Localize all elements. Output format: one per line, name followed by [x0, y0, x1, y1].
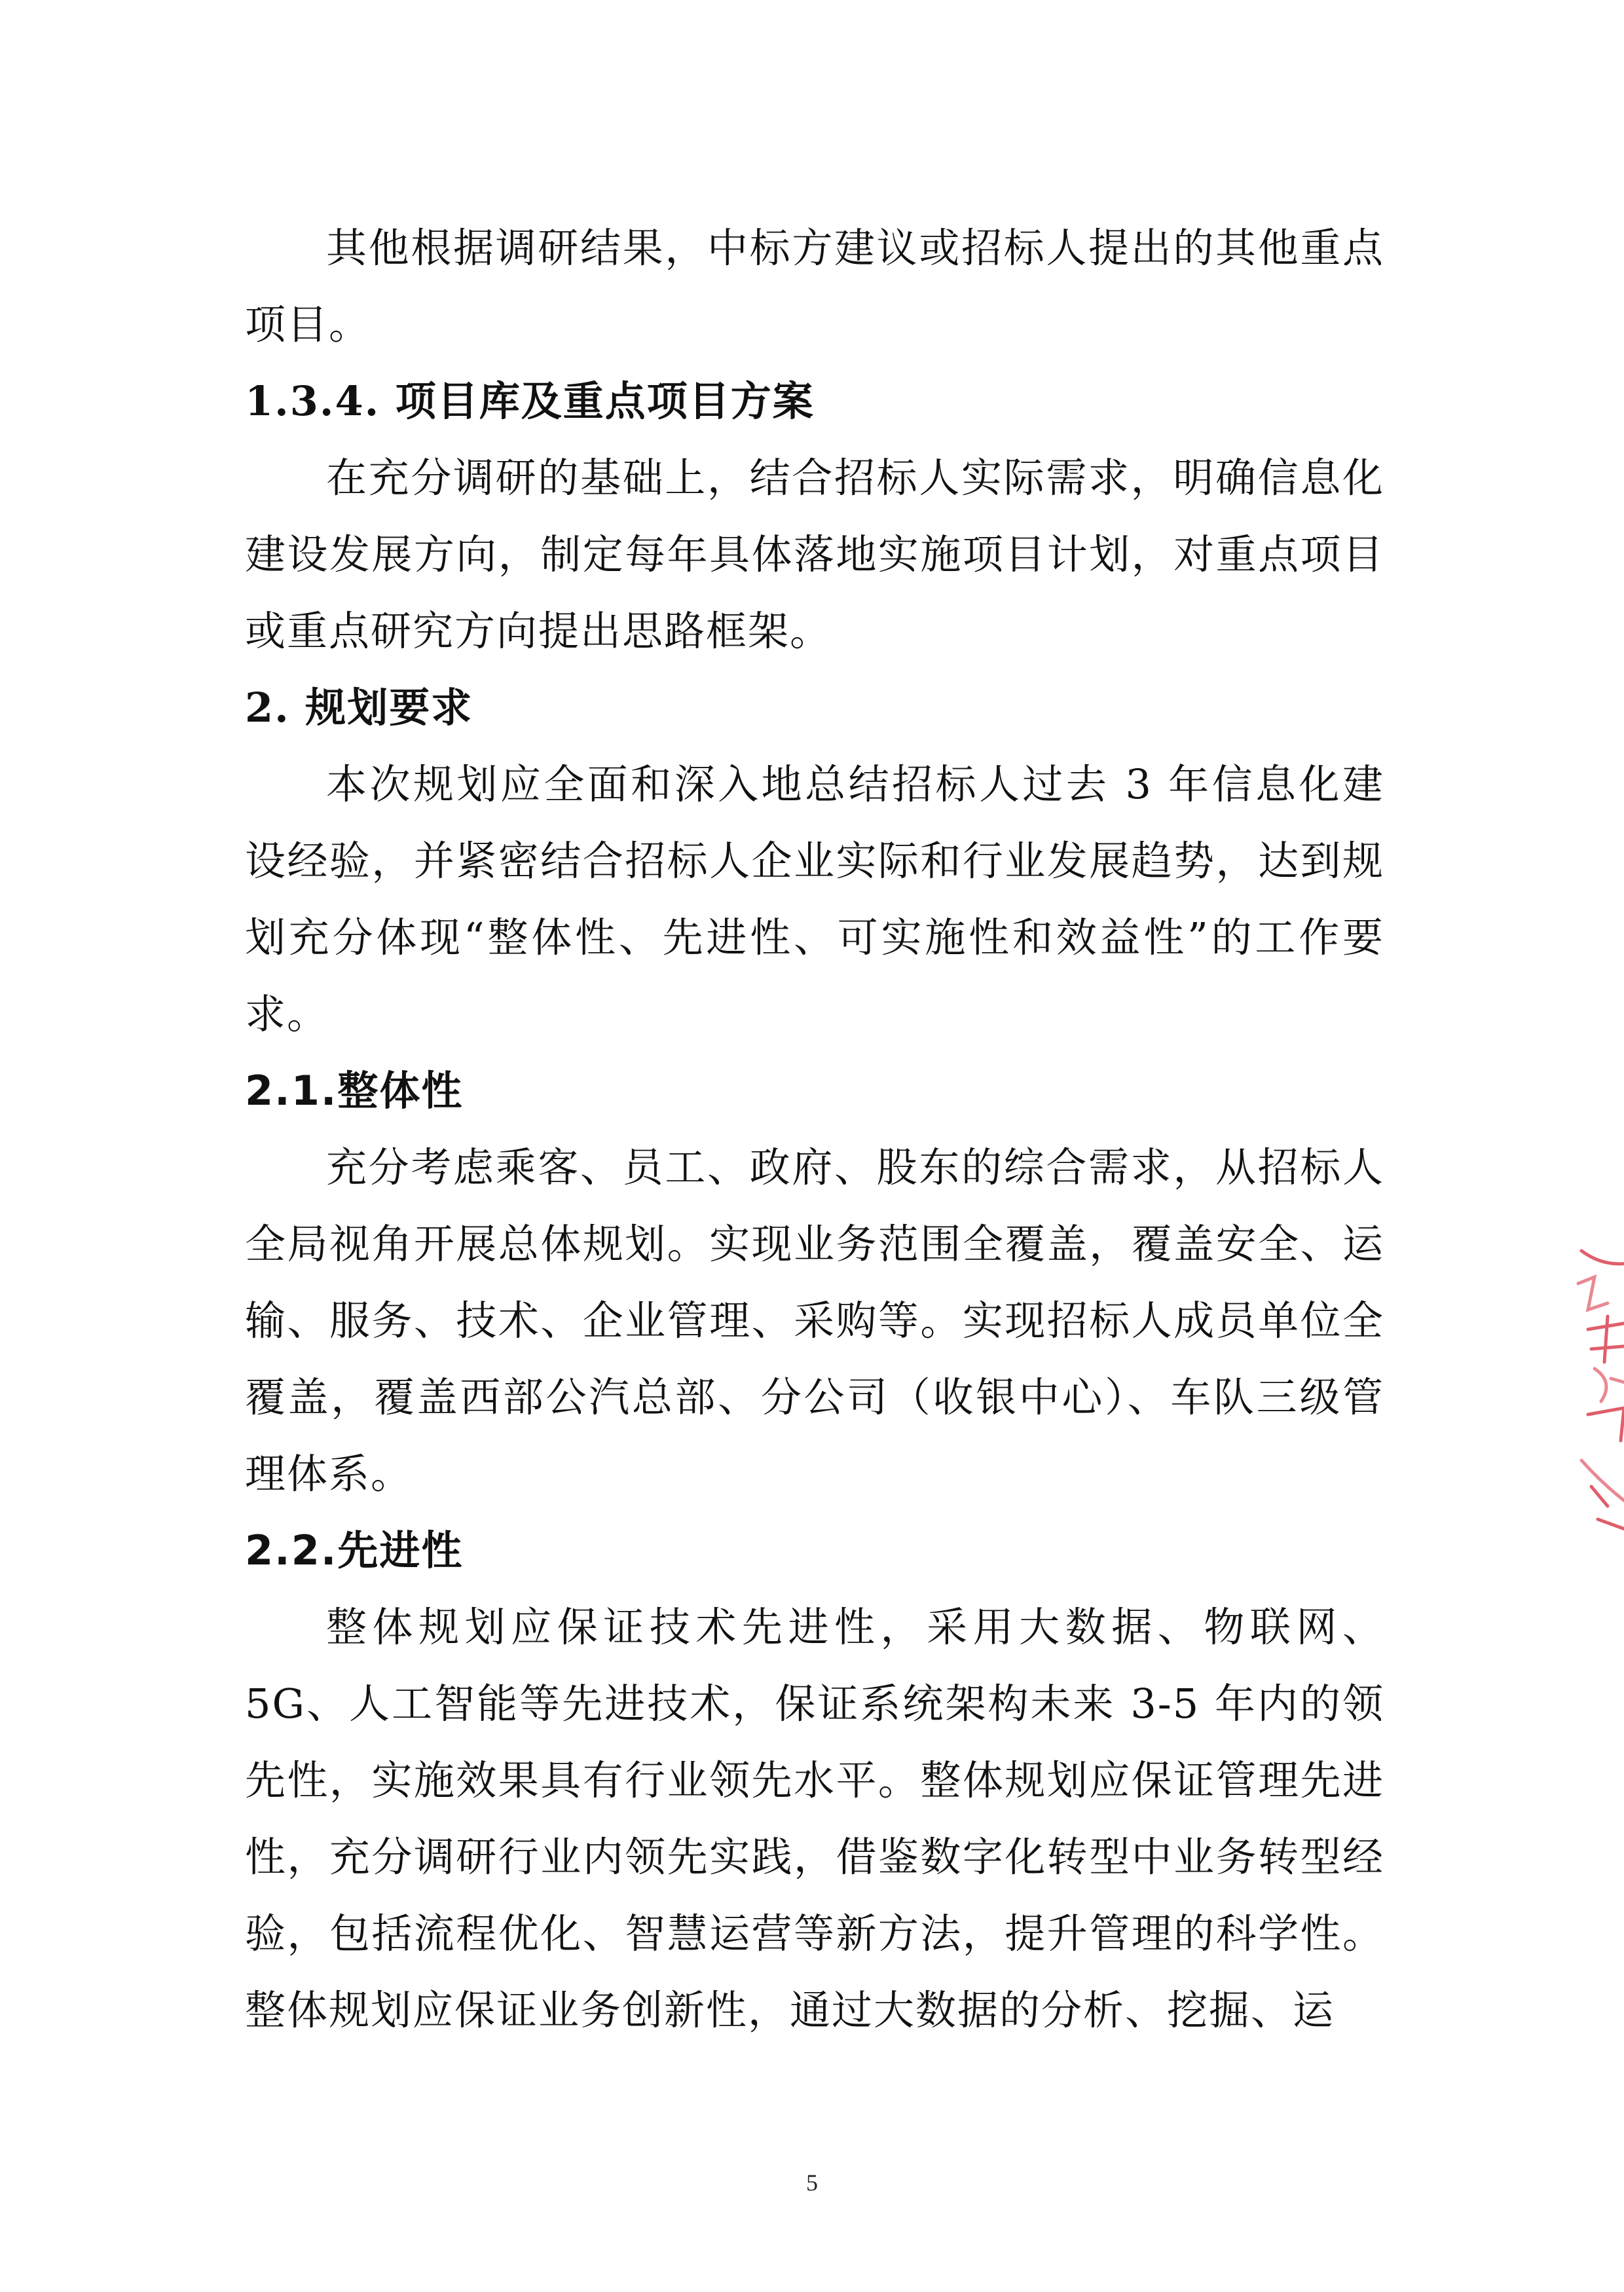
paragraph-planning-summary: 本次规划应全面和深入地总结招标人过去 3 年信息化建设经验，并紧密结合招标人企业实际和行业发展趋势，达到规划充分体现“整体性、先进性、可实施性和效益性”的工作要求。 [245, 760, 1384, 1038]
heading-2-2-advancement: 2.2.先进性 [245, 1526, 464, 1574]
seal-stroke [1581, 1460, 1624, 1513]
seal-stroke [1588, 1316, 1624, 1362]
paragraph-other-key-projects: 其他根据调研结果，中标方建议或招标人提出的其他重点项目。 [245, 224, 1384, 348]
seal-stroke [1578, 1277, 1608, 1310]
paragraph-advancement: 整体规划应保证技术先进性，采用大数据、物联网、5G、人工智能等先进技术，保证系统架构未来 3-5 年内的领先性，实施效果具有行业领先水平。整体规划应保证管理先进性，充分调研行业内领先实践，借鉴数字化转型中业务转型经验，包括流程优化、智慧运营等新方法，提升管理的科学性。整体规划应保证业务创新性，通过大数据的分析、挖掘、运 [245, 1603, 1384, 2034]
seal-stroke [1591, 1487, 1624, 1532]
heading-2-planning-requirements: 2. 规划要求 [245, 684, 473, 731]
red-seal-stamp-icon [1568, 1231, 1624, 1539]
seal-stroke [1588, 1408, 1624, 1441]
heading-1-3-4: 1.3.4. 项目库及重点项目方案 [245, 377, 815, 425]
seal-stroke [1581, 1251, 1624, 1264]
paragraph-project-library: 在充分调研的基础上，结合招标人实际需求，明确信息化建设发展方向，制定每年具体落地实施项目计划，对重点项目或重点研究方向提出思路框架。 [245, 454, 1384, 655]
paragraph-integrity: 充分考虑乘客、员工、政府、股东的综合需求，从招标人全局视角开展总体规划。实现业务范围全覆盖，覆盖安全、运输、服务、技术、企业管理、采购等。实现招标人成员单位全覆盖，覆盖西部公汽总部、分公司（收银中心）、车队三级管理体系。 [245, 1143, 1384, 1498]
document-body [245, 210, 1384, 2048]
page-number: 5 [806, 2170, 818, 2196]
heading-2-1-integrity: 2.1.整体性 [245, 1067, 464, 1115]
seal-stroke [1595, 1369, 1624, 1401]
